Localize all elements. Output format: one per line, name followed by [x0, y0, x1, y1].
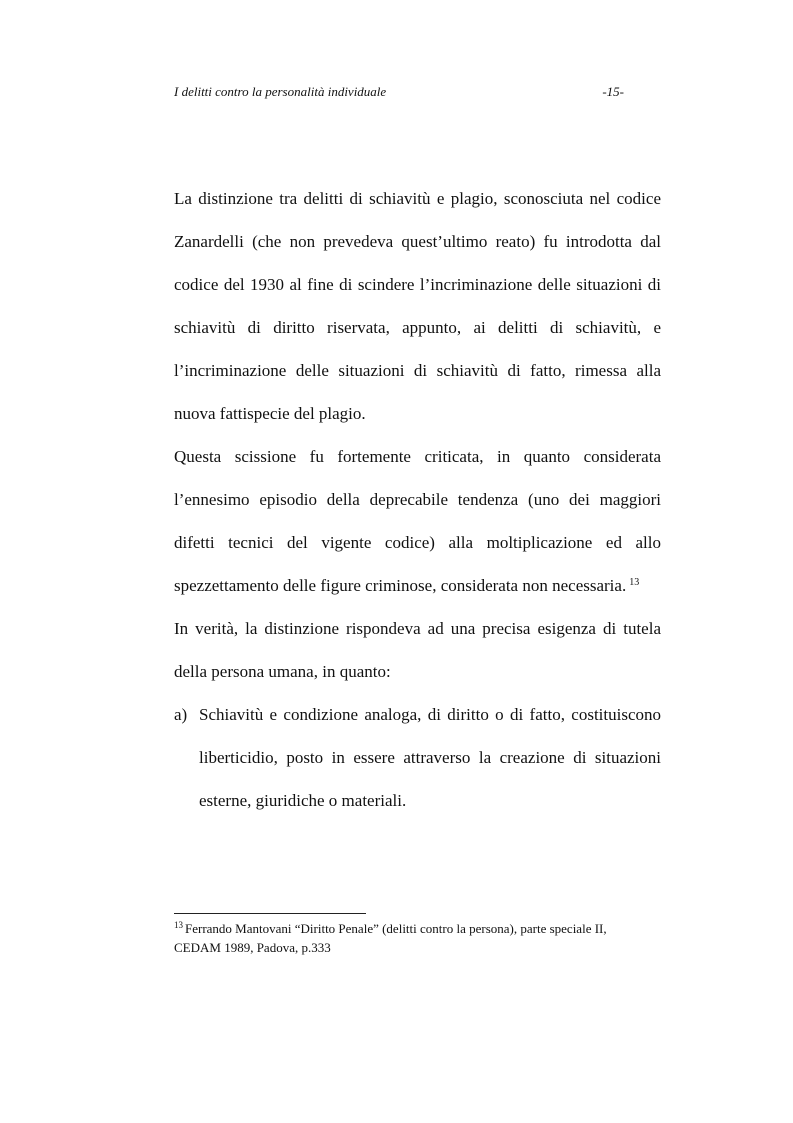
- footnote-number: 13: [174, 920, 183, 930]
- footnote-divider: [174, 913, 366, 914]
- paragraph-truth: [174, 607, 661, 693]
- paragraph-criticism: [174, 435, 661, 607]
- list-marker: a): [174, 705, 188, 724]
- paragraph-text: In verità, la distinzione rispondeva ad una precisa esigenza di tutela della persona umana, in quanto:: [174, 619, 661, 681]
- footnote: [174, 919, 629, 957]
- footnote-text: Ferrando Mantovani “Diritto Penale” (delitti contro la persona), parte speciale II, CEDAM 1989, Padova, p.333: [174, 921, 607, 955]
- list-item: [174, 693, 661, 822]
- footnote-reference[interactable]: 13: [629, 577, 640, 588]
- paragraph-text: Questa scissione fu fortemente criticata, in quanto considerata l’ennesimo episodio della deprecabile tendenza (uno dei maggiori difetti tecnici del vigente codice) alla moltiplicazione ed allo spezzettamento delle figure criminose, considerata non necessaria.: [174, 447, 661, 595]
- paragraph-text: La distinzione tra delitti di schiavitù e plagio, sconosciuta nel codice Zanardelli (che non prevedeva quest’ultimo reato) fu introdotta dal codice del 1930 al fine di scindere l’incriminazione delle situazioni di schiavitù di diritto riservata, appunto, ai delitti di schiavitù, e l’incriminazione delle situazioni di schiavitù di fatto, rimessa alla nuova fattispecie del plagio.: [174, 189, 661, 423]
- page-number: -15-: [602, 84, 624, 99]
- running-header-title: I delitti contro la personalità individuale: [174, 84, 387, 99]
- main-text: [174, 177, 661, 822]
- paragraph-distinction: [174, 177, 661, 435]
- list-item-text: Schiavitù e condizione analoga, di diritto o di fatto, costituiscono liberticidio, posto in essere attraverso la creazione di situazioni esterne, giuridiche o materiali.: [199, 705, 661, 810]
